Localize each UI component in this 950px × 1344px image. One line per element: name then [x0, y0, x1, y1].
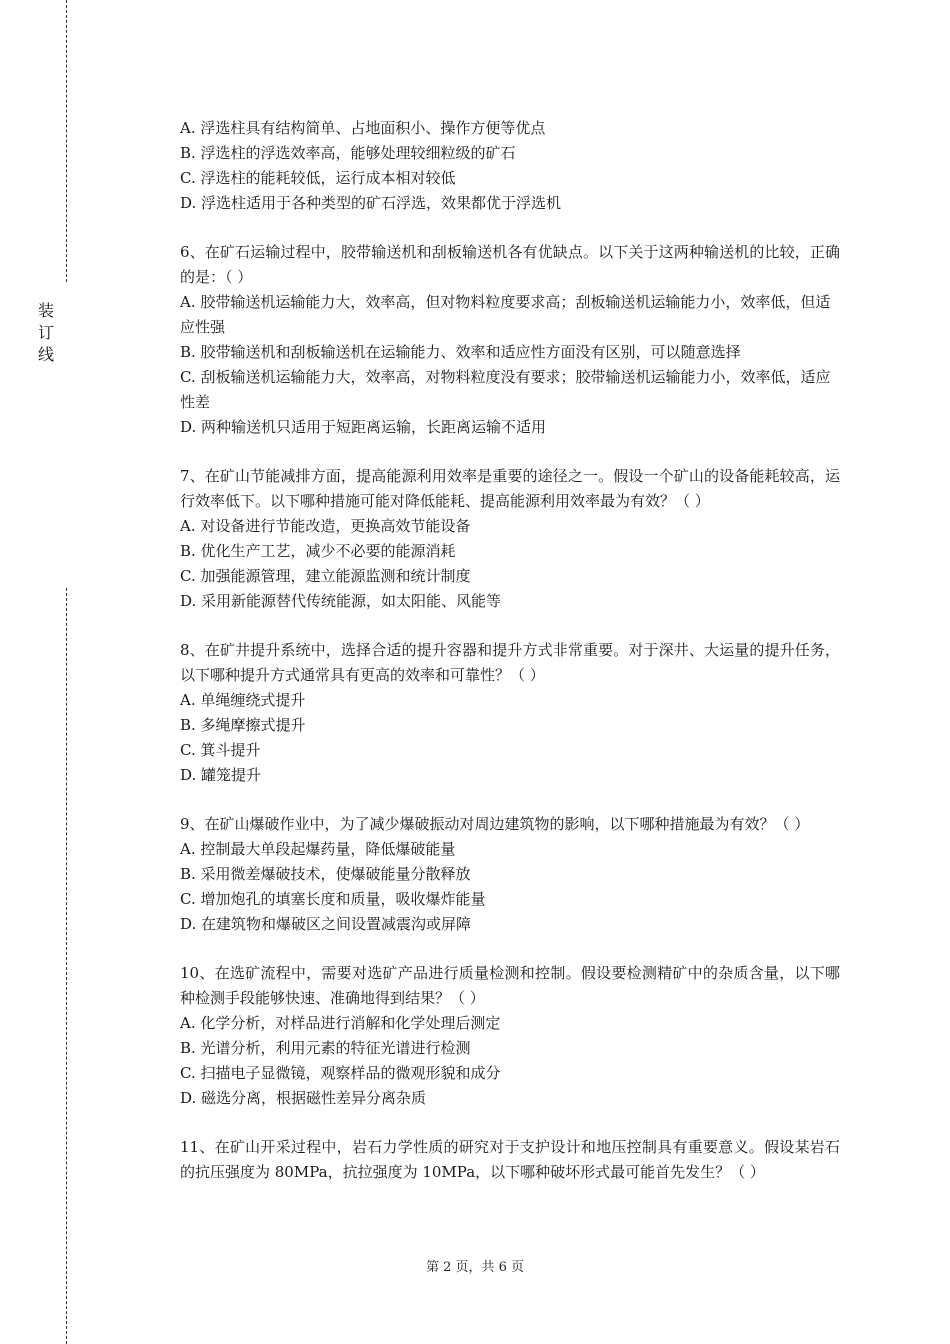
question-stem: 8、在矿井提升系统中，选择合适的提升容器和提升方式非常重要。对于深井、大运量的提升任务，以下哪种提升方式通常具有更高的效率和可靠性？（ ） — [180, 641, 840, 684]
option-b: B. 优化生产工艺，减少不必要的能源消耗 — [180, 542, 456, 560]
option-d: D. 浮选柱适用于各种类型的矿石浮选，效果都优于浮选机 — [180, 194, 562, 212]
option-b: B. 胶带输送机和刮板输送机在运输能力、效率和适应性方面没有区别，可以随意选择 — [180, 343, 741, 361]
option-a: A. 化学分析，对样品进行消解和化学处理后测定 — [180, 1014, 501, 1032]
option-b: B. 浮选柱的浮选效率高，能够处理较细粒级的矿石 — [180, 144, 516, 162]
binding-char: 订 — [37, 323, 54, 342]
binding-char: 装 — [37, 301, 54, 320]
option-d: D. 在建筑物和爆破区之间设置减震沟或屏障 — [180, 915, 472, 933]
option-d: D. 磁选分离，根据磁性差异分离杂质 — [180, 1089, 427, 1107]
option-c: C. 箕斗提升 — [180, 741, 261, 759]
question-stem: 9、在矿山爆破作业中，为了减少爆破振动对周边建筑物的影响，以下哪种措施最为有效？（ ） — [180, 815, 810, 833]
question-7 — [180, 464, 840, 614]
option-b: B. 采用微差爆破技术，使爆破能量分散释放 — [180, 865, 471, 883]
option-c: C. 扫描电子显微镜，观察样品的微观形貌和成分 — [180, 1064, 501, 1082]
question-8 — [180, 638, 840, 788]
option-d: D. 罐笼提升 — [180, 766, 262, 784]
option-b: B. 光谱分析，利用元素的特征光谱进行检测 — [180, 1039, 471, 1057]
option-b: B. 多绳摩擦式提升 — [180, 716, 306, 734]
option-c: C. 刮板输送机运输能力大，效率高，对物料粒度没有要求；胶带输送机运输能力小，效率低，适应性差 — [180, 368, 831, 411]
option-a: A. 胶带输送机运输能力大，效率高，但对物料粒度要求高；刮板输送机运输能力小，效率低，但适应性强 — [180, 293, 831, 336]
question-stem: 10、在选矿流程中，需要对选矿产品进行质量检测和控制。假设要检测精矿中的杂质含量，以下哪种检测手段能够快速、准确地得到结果？（ ） — [180, 964, 840, 1007]
binding-label — [36, 300, 56, 366]
option-a: A. 浮选柱具有结构简单、占地面积小、操作方便等优点 — [180, 119, 546, 137]
binding-dashed-line-top — [66, 0, 67, 282]
binding-dashed-line-bottom — [66, 588, 67, 1344]
question-5-continued — [180, 116, 840, 216]
binding-char: 线 — [37, 345, 54, 364]
question-stem: 7、在矿山节能减排方面，提高能源利用效率是重要的途径之一。假设一个矿山的设备能耗较高，运行效率低下。以下哪种措施可能对降低能耗、提高能源利用效率最为有效？（ ） — [180, 467, 840, 510]
question-6 — [180, 240, 840, 440]
question-9 — [180, 812, 840, 937]
question-list — [180, 116, 840, 1209]
option-c: C. 加强能源管理，建立能源监测和统计制度 — [180, 567, 471, 585]
question-10 — [180, 961, 840, 1111]
option-c: C. 增加炮孔的填塞长度和质量，吸收爆炸能量 — [180, 890, 486, 908]
question-11 — [180, 1135, 840, 1185]
option-c: C. 浮选柱的能耗较低，运行成本相对较低 — [180, 169, 456, 187]
question-stem: 11、在矿山开采过程中，岩石力学性质的研究对于支护设计和地压控制具有重要意义。假设某岩石的抗压强度为 80MPa，抗拉强度为 10MPa，以下哪种破坏形式最可能首先发生？（ ） — [180, 1138, 840, 1181]
page-footer: 第 2 页，共 6 页 — [425, 1260, 525, 1275]
option-a: A. 控制最大单段起爆药量，降低爆破能量 — [180, 840, 456, 858]
option-a: A. 对设备进行节能改造，更换高效节能设备 — [180, 517, 471, 535]
question-stem: 6、在矿石运输过程中，胶带输送机和刮板输送机各有优缺点。以下关于这两种输送机的比较，正确的是：（ ） — [180, 243, 840, 286]
option-d: D. 采用新能源替代传统能源，如太阳能、风能等 — [180, 592, 502, 610]
option-d: D. 两种输送机只适用于短距离运输，长距离运输不适用 — [180, 418, 547, 436]
option-a: A. 单绳缠绕式提升 — [180, 691, 306, 709]
